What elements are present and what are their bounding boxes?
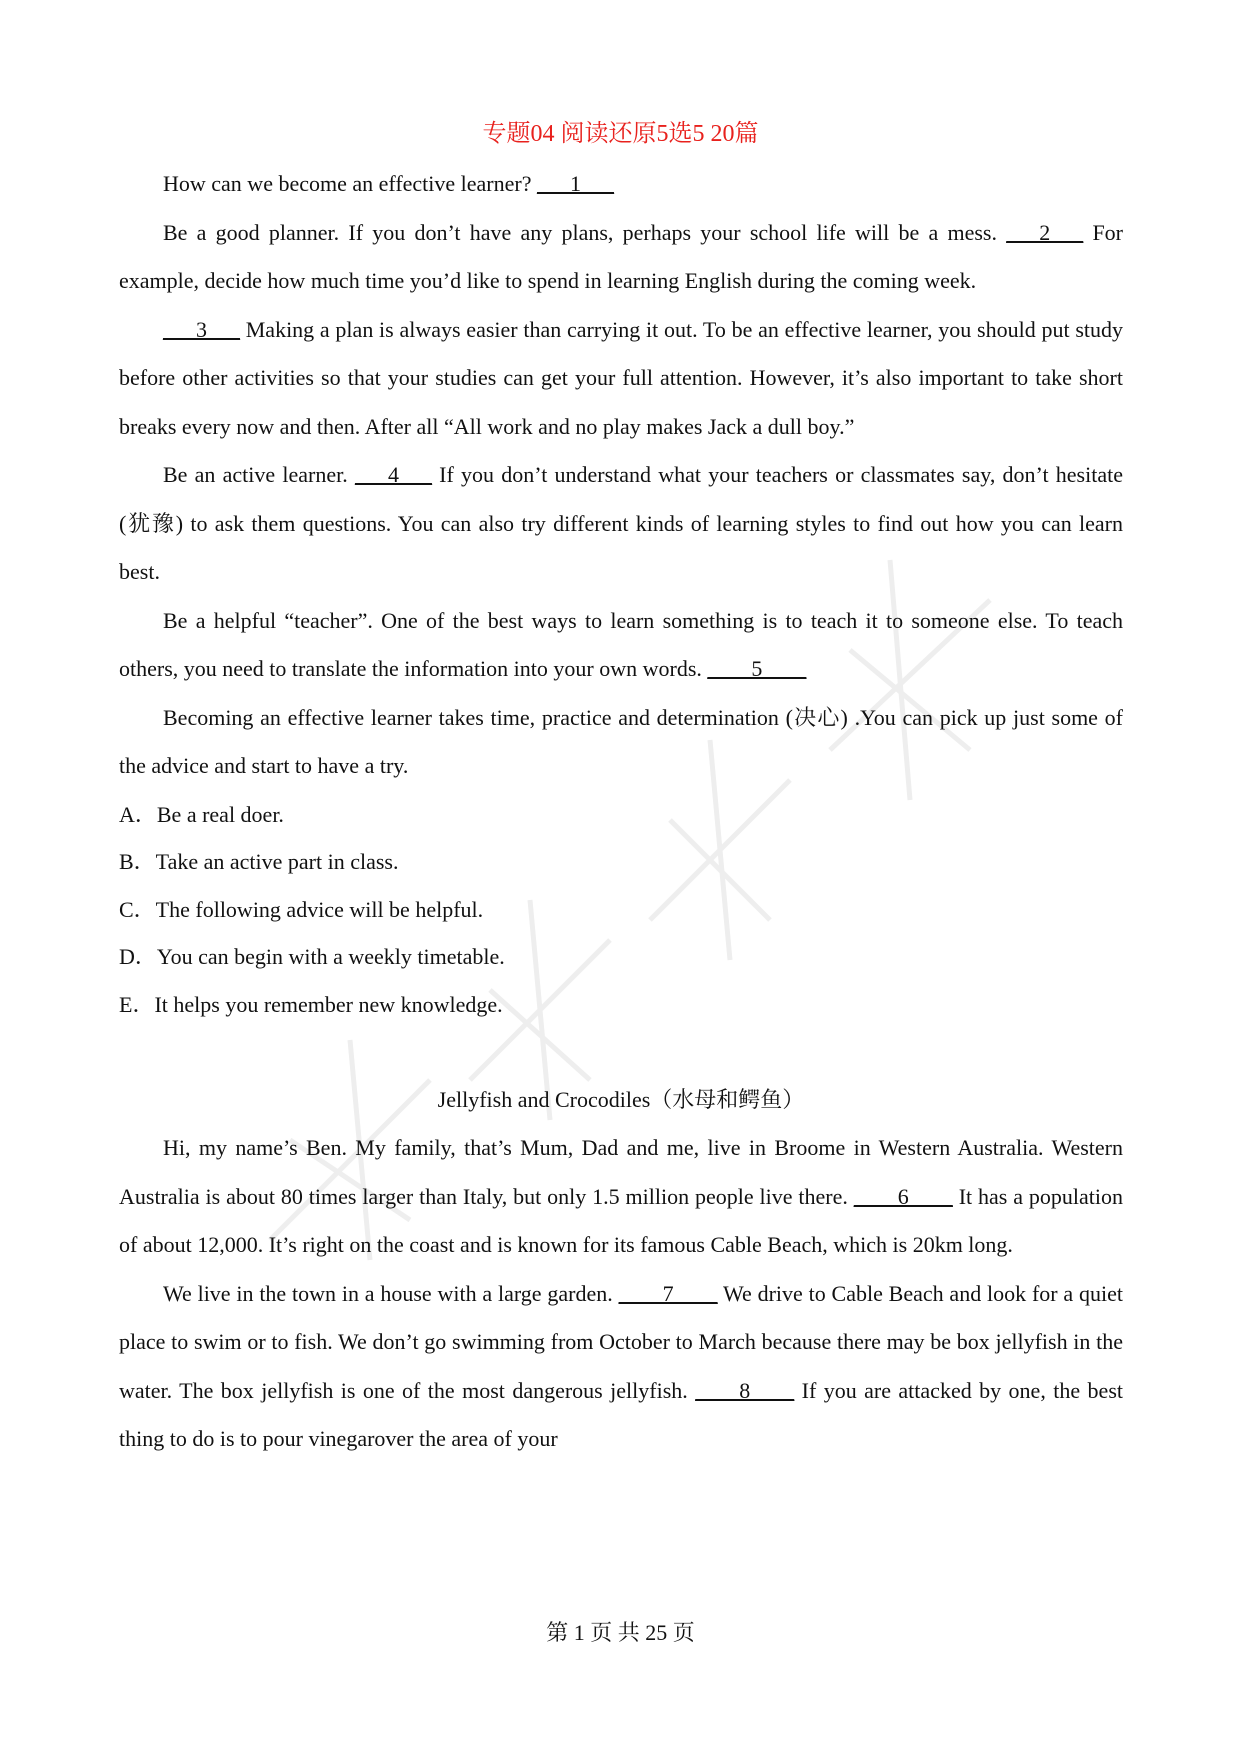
- document-title: 专题04 阅读还原5选5 20篇: [482, 121, 759, 147]
- blank-6: ____6____: [853, 1183, 953, 1209]
- paragraph-text: If you don’t understand what your teachers or classmates say, don’t hesitate (犹豫) to ask them questions. You can also try different kinds of learning styles to find out how you can learn best.: [119, 462, 1123, 584]
- paragraph-text: Hi, my name’s Ben. My family, that’s Mum, Dad and me, live in Broome in Western Australia. Western Australia is about 80 times larger than Italy, but only 1.5 million people live there.: [119, 1135, 1123, 1209]
- paragraph-text: Be a helpful “teacher”. One of the best ways to learn something is to teach it to someone else. To teach others, you need to translate the information into your own words.: [119, 607, 1123, 681]
- passage2-paragraph-2: [119, 1270, 1123, 1464]
- paragraph-text: If you are attacked by one, the best thing to do is to pour vinegarover the area of your: [119, 1377, 1123, 1451]
- passage1-paragraph-3: [119, 306, 1123, 452]
- option-b: B．Take an active part in class.: [119, 849, 399, 874]
- blank-3: ___3___: [163, 316, 240, 342]
- paragraph-text: Be an active learner.: [163, 462, 355, 487]
- paragraph-text: Be a good planner. If you don’t have any plans, perhaps your school life will be a mess.: [163, 219, 1007, 245]
- blank-2: ___2___: [1006, 219, 1084, 245]
- paragraph-text: It has a population of about 12,000. It’s right on the coast and is known for its famous Cable Beach, which is 20km long.: [119, 1183, 1123, 1257]
- passage2-paragraph-1: [119, 1124, 1123, 1270]
- paragraph-text: Making a plan is always easier than carrying it out. To be an effective learner, you should put study before other activities so that your studies can get your full attention. However, it’s also important to take short breaks every now and then. After all “All work and no play makes Jack a dull boy.”: [119, 316, 1123, 439]
- paragraph-text: We drive to Cable Beach and look for a quiet place to swim or to fish. We don’t go swimming from October to March because there may be box jellyfish in the water. The box jellyfish is one of the most dangerous jellyfish.: [119, 1280, 1123, 1403]
- passage1-paragraph-6: Becoming an effective learner takes time, practice and determination (决心) .You can pick up just some of the advice and start to have a try.: [119, 704, 1123, 778]
- paragraph-text: How can we become an effective learner?: [163, 171, 537, 196]
- blank-5: ____5____: [707, 656, 807, 681]
- paragraph-text: We live in the town in a house with a large garden.: [163, 1280, 619, 1306]
- option-e: E．It helps you remember new knowledge.: [119, 991, 503, 1017]
- passage1-paragraph-5: [119, 597, 1123, 694]
- passage1-paragraph-2: [119, 209, 1123, 306]
- paragraph-text: For example, decide how much time you’d like to spend in learning English during the coming week.: [119, 219, 1124, 293]
- option-a: A．Be a real doer.: [119, 801, 284, 827]
- blank-4: ___4___: [354, 462, 432, 487]
- page-number-footer: 第 1 页 共 25 页: [546, 1620, 695, 1645]
- option-d: D．You can begin with a weekly timetable.: [119, 944, 505, 969]
- passage2-title: Jellyfish and Crocodiles（水母和鳄鱼）: [437, 1087, 805, 1112]
- passage1-paragraph-4: [119, 451, 1123, 597]
- option-c: C．The following advice will be helpful.: [119, 896, 484, 922]
- blank-7: ____7____: [618, 1280, 718, 1306]
- blank-1: ___1___: [537, 171, 614, 196]
- passage1-paragraph-1: [119, 160, 1123, 209]
- document-body: [119, 160, 1123, 1464]
- blank-8: ____8____: [695, 1377, 795, 1403]
